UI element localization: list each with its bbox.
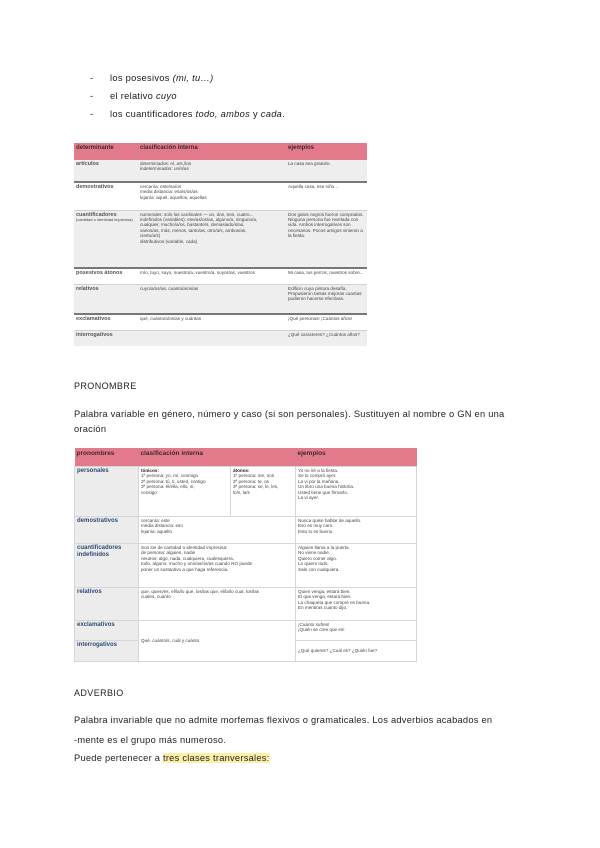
row-label: exclamativos bbox=[75, 620, 139, 640]
table-header: clasificación interna bbox=[138, 143, 286, 160]
pronombre-definition-line-2: oración bbox=[74, 424, 107, 434]
row-example: Nunca quise hablar de aquello. bbox=[298, 517, 362, 523]
row-line: Son los de cantidad o identidad imprecisa: bbox=[141, 544, 228, 550]
row-example: Quien venga, estará bien. bbox=[298, 588, 351, 594]
row-line: todo, alguno, mucho y uno/as/os/as cuando NO puede bbox=[141, 561, 253, 567]
row-line: 1ª persona: yo, mí, conmigo bbox=[141, 473, 199, 479]
row-line: consigo bbox=[141, 489, 157, 495]
row-example: Eso es muy caro. bbox=[298, 523, 334, 529]
row-label: demostrativos bbox=[75, 516, 139, 543]
table-row bbox=[74, 268, 367, 284]
row-line: media distancia: esa/s/os/as bbox=[140, 189, 198, 195]
bullet-italic: cuyo bbox=[155, 91, 177, 101]
table-row bbox=[74, 284, 367, 314]
row-line: poner un sustantivo a que haga referencia. bbox=[141, 566, 229, 572]
pronombre-definition-line-1: Palabra variable en género, número y caso (si son personales). Sustituyen al nombre o GN en una bbox=[74, 409, 505, 419]
row-example: ¿Qué quieres? ¿Cuál es? ¿Quién fue? bbox=[296, 640, 417, 661]
row-line: lo/s, la/s bbox=[233, 489, 250, 495]
bullet-italic: (mi, tu…) bbox=[172, 73, 214, 83]
row-example: Sale con cualquiera. bbox=[298, 566, 340, 572]
row-line: 2ª persona: te, os bbox=[233, 478, 269, 484]
row-label: personales bbox=[75, 466, 139, 516]
row-line: qué, cuánto/a/os/as y cuántas bbox=[138, 314, 286, 330]
table-row bbox=[74, 330, 367, 346]
row-example: No viene nadie. bbox=[298, 550, 330, 556]
row-example: La casa sea gratuito. bbox=[286, 160, 367, 182]
row-example: Usted tiene que firmarlo. bbox=[298, 489, 349, 495]
table-row bbox=[74, 182, 367, 210]
row-line: de persona: alguien, nadie bbox=[141, 550, 196, 556]
row-label: interrogativos bbox=[74, 330, 138, 346]
row-line: mío, tuyo, suyo, nuestro/a, vuestro/a, suyos/as, vuestros bbox=[138, 268, 286, 284]
row-line: átonos: bbox=[233, 467, 250, 473]
row-label: relativos bbox=[75, 587, 139, 620]
table-row bbox=[75, 587, 417, 620]
row-line: cuyo/a/os/as, cuanto/a/os/as bbox=[138, 284, 286, 314]
row-label: posesivos átonos bbox=[74, 268, 138, 284]
row-line: cercanía: este/sa/os bbox=[140, 184, 182, 189]
row-label: exclamativos bbox=[74, 314, 138, 330]
row-label: artículos bbox=[74, 160, 138, 182]
section-heading-adverbio: ADVERBIO bbox=[74, 688, 124, 698]
row-label: cuantificadores bbox=[76, 211, 117, 218]
row-line: varios/as, más, menos, tanto/as, otro/a/s, ambos/as, bbox=[140, 227, 247, 233]
bullet-relativo bbox=[90, 91, 390, 103]
row-example: Quiero comer algo. bbox=[298, 555, 338, 561]
bullet-cuantificadores bbox=[90, 109, 410, 121]
row-example: ¡Qué personas! ¡Cuántos años! bbox=[286, 314, 367, 330]
bullet-posesivos bbox=[90, 73, 390, 85]
row-example: ¿Qué caracteres? ¿Cuántos años? bbox=[286, 330, 367, 346]
table-row bbox=[74, 314, 367, 330]
row-line: 2ª persona: tú, ti, usted, contigo bbox=[141, 478, 206, 484]
row-example: ¡Cuánto sufres! bbox=[298, 621, 330, 627]
row-line: tónicos: bbox=[141, 467, 159, 473]
row-line: 3ª persona: él/ella, ello, sí, bbox=[141, 484, 195, 490]
row-label: demostrativos bbox=[74, 182, 138, 210]
row-line: 3ª persona: se, le, les, bbox=[233, 484, 279, 490]
bullet-dash: - bbox=[90, 73, 94, 83]
row-line: que, quien/es, el/la/lo que, los/las que, el/la/lo cual, los/las bbox=[141, 588, 259, 594]
bullet-suffix: . bbox=[282, 109, 286, 119]
adverbio-definition-line-2: -mente es el grupo más numeroso. bbox=[74, 735, 227, 745]
row-example: Dos gatos negros fueron comprados. Ninguna persona fue revelada con vida. Ambos interrogativos son necesarios. Pocos amigos vinieron a la fiesta. bbox=[286, 210, 367, 268]
bullet-text: los posesivos bbox=[110, 73, 173, 83]
row-label: relativos bbox=[74, 284, 138, 314]
row-line: indeterminados: un/s/as bbox=[140, 166, 189, 172]
row-example: ¡Quién se cree que es! bbox=[298, 627, 345, 633]
row-example: Yo no iré a la fiesta. bbox=[298, 467, 339, 473]
row-example: Alguien llama a la puerta. bbox=[298, 544, 350, 550]
determinantes-table bbox=[74, 143, 367, 346]
table-header: determinante bbox=[74, 143, 138, 160]
row-example: En mentiras cuanto dijo. bbox=[298, 605, 348, 611]
row-label: cuantificadores indefinidos bbox=[75, 543, 139, 587]
table-header: clasificación interna bbox=[139, 448, 296, 466]
bullet-dash: - bbox=[90, 91, 94, 101]
adverbio-definition-line-3 bbox=[74, 753, 270, 763]
row-line: neutros: algo, nada, cualquiera, cualesquiera, bbox=[141, 555, 234, 561]
row-example: Esto lo es bueno. bbox=[298, 528, 334, 534]
row-label: interrogativos bbox=[75, 640, 139, 661]
row-example: Edificio cuya pintura desafía. Propusieron tantas mejoras cuantas pudieron hacerse efectivas. bbox=[286, 284, 367, 314]
row-example: Mi casa, tus perros, nuestros sobre... bbox=[286, 268, 367, 284]
row-line: lejanía: aquel, aquellos, aquellas bbox=[140, 194, 207, 200]
row-line: cercanía: este bbox=[141, 517, 170, 523]
section-heading-pronombre: PRONOMBRE bbox=[74, 381, 137, 391]
row-line: 1ª persona: me, nos bbox=[233, 473, 275, 479]
row-example: Se lo compró ayer. bbox=[298, 473, 337, 479]
table-row bbox=[75, 620, 417, 640]
bullet-text: los cuantificadores bbox=[110, 109, 196, 119]
row-line: lejanía: aquello bbox=[141, 528, 172, 534]
row-example: La vi por la mañana. bbox=[298, 478, 340, 484]
row-line: determinados: el, a/s,/los bbox=[140, 161, 192, 166]
bullet-text: el relativo bbox=[110, 91, 156, 101]
pronombres-table bbox=[74, 448, 417, 662]
row-line: media distancia: eso bbox=[141, 523, 183, 529]
row-line: Qué, cuánto/s, cuál y cuánto bbox=[139, 620, 296, 661]
row-example: Lo quiero todo. bbox=[298, 561, 329, 567]
bullet-dash: - bbox=[90, 109, 94, 119]
row-line: cuales, cuanto bbox=[141, 594, 171, 600]
row-line: numerales: solo los cardinales — un, dos, tres, cuatro... bbox=[140, 211, 254, 217]
table-row bbox=[75, 466, 417, 516]
bullet-mid: y bbox=[250, 109, 261, 119]
row-example: El que venga, estará bien. bbox=[298, 594, 352, 600]
table-row bbox=[75, 516, 417, 543]
row-line: distributivos (variable, cada) bbox=[140, 238, 198, 244]
highlighted-text: tres clases tranversales: bbox=[163, 753, 270, 763]
row-line: cierto/a/s) bbox=[140, 233, 161, 239]
adverbio-line3-text: Puede pertenecer a bbox=[74, 753, 163, 763]
bullet-italic-2: cada bbox=[260, 109, 283, 119]
table-row bbox=[74, 160, 367, 182]
table-header: ejemplos bbox=[296, 448, 417, 466]
table-row bbox=[75, 543, 417, 587]
row-example: Aquella casa, ese niño... bbox=[286, 182, 367, 210]
row-line: cualquier, mucho/a/os, bastante/s, demasiado/s/as, bbox=[140, 222, 245, 228]
row-line: indefinidos (variables): ese/as/os/as, alguno/a, ninguno/a, bbox=[140, 216, 258, 222]
bullet-italic: todo, ambos bbox=[195, 109, 251, 119]
row-example: La vi ayer. bbox=[298, 495, 319, 501]
table-header: pronombres bbox=[75, 448, 139, 466]
row-example: La chaqueta que compré es buena. bbox=[298, 599, 371, 605]
table-header: ejemplos bbox=[286, 143, 367, 160]
table-row bbox=[74, 210, 367, 268]
row-sublabel: (cantidad o identidad imprecisa) bbox=[76, 217, 133, 222]
adverbio-definition-line-1: Palabra invariable que no admite morfemas flexivos o gramaticales. Los adverbios acabados en bbox=[74, 715, 493, 725]
row-example: Un libro una buena historia. bbox=[298, 484, 355, 490]
